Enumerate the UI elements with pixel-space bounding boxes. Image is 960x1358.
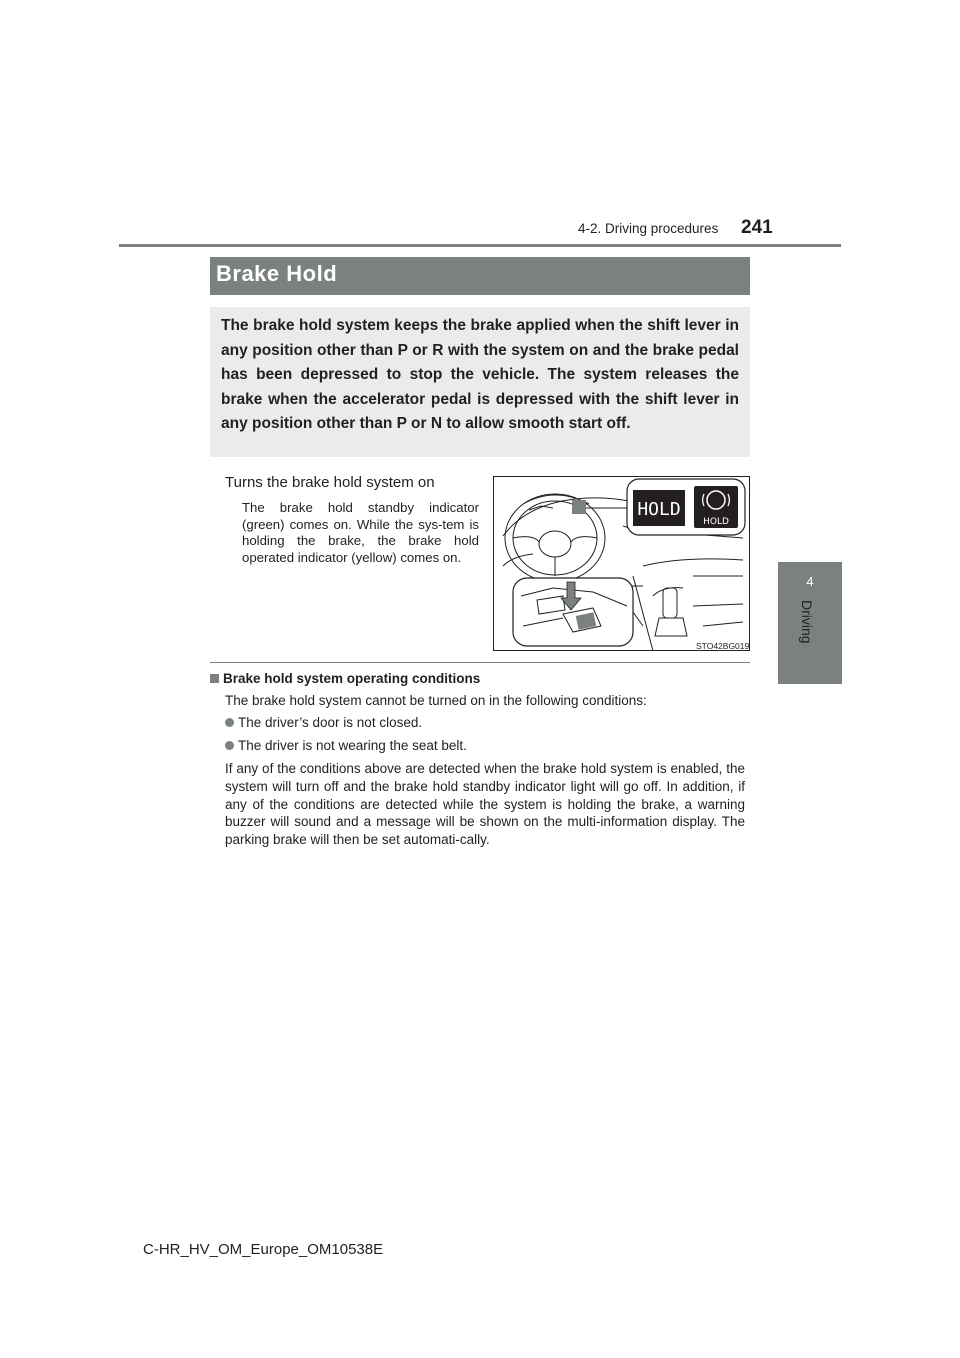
condition-bullet-text: The driver’s door is not closed. xyxy=(238,715,423,730)
round-bullet-icon xyxy=(225,741,234,750)
conditions-intro: The brake hold system cannot be turned on in the following conditions: xyxy=(225,693,647,708)
footer-document-id: C-HR_HV_OM_Europe_OM10538E xyxy=(143,1241,384,1258)
condition-bullet-text: The driver is not wearing the seat belt. xyxy=(238,738,467,753)
conditions-heading-text: Brake hold system operating conditions xyxy=(223,671,481,686)
chapter-tab-label-text: Driving xyxy=(799,600,815,644)
hold-indicator-text: HOLD xyxy=(637,499,681,520)
brake-hold-illustration xyxy=(493,476,750,651)
chapter-tab-number: 4 xyxy=(806,574,814,589)
intro-text: The brake hold system keeps the brake applied when the shift lever in any position other than P or R with the system on and the brake pedal has been depressed to stop the vehicle. The system releases the brake when the accelerator pedal is depressed with the shift lever in any position other than P or N to allow smooth start off. xyxy=(221,317,739,432)
header-divider xyxy=(119,244,841,247)
condition-bullet xyxy=(225,738,467,753)
conditions-heading xyxy=(210,671,480,686)
conditions-paragraph: If any of the conditions above are detected when the brake hold system is enabled, the system will turn off and the brake hold standby indicator light will go off. In addition, if any of the conditions are detected while the system is holding the brake, a warning buzzer will sound and a message will be shown on the multi-information display. The parking brake will then be set automati-cally. xyxy=(225,761,745,848)
header-section-title: 4-2. Driving procedures xyxy=(578,221,719,236)
round-bullet-icon xyxy=(225,718,234,727)
section-title: Brake Hold xyxy=(216,261,338,286)
page-number: 241 xyxy=(741,217,773,238)
step-description: The brake hold standby indicator (green) comes on. While the sys-tem is holding the brake, the brake hold operated indicator (yellow) comes on. xyxy=(242,500,479,565)
chapter-tab-label xyxy=(795,600,815,680)
hold-indicator-small-text: HOLD xyxy=(703,517,729,527)
step-instruction: Turns the brake hold system on xyxy=(225,474,435,491)
condition-bullet xyxy=(225,715,422,730)
section-divider xyxy=(210,662,750,663)
illustration-code: STO42BG019 xyxy=(696,641,750,651)
square-bullet-icon xyxy=(210,674,219,683)
